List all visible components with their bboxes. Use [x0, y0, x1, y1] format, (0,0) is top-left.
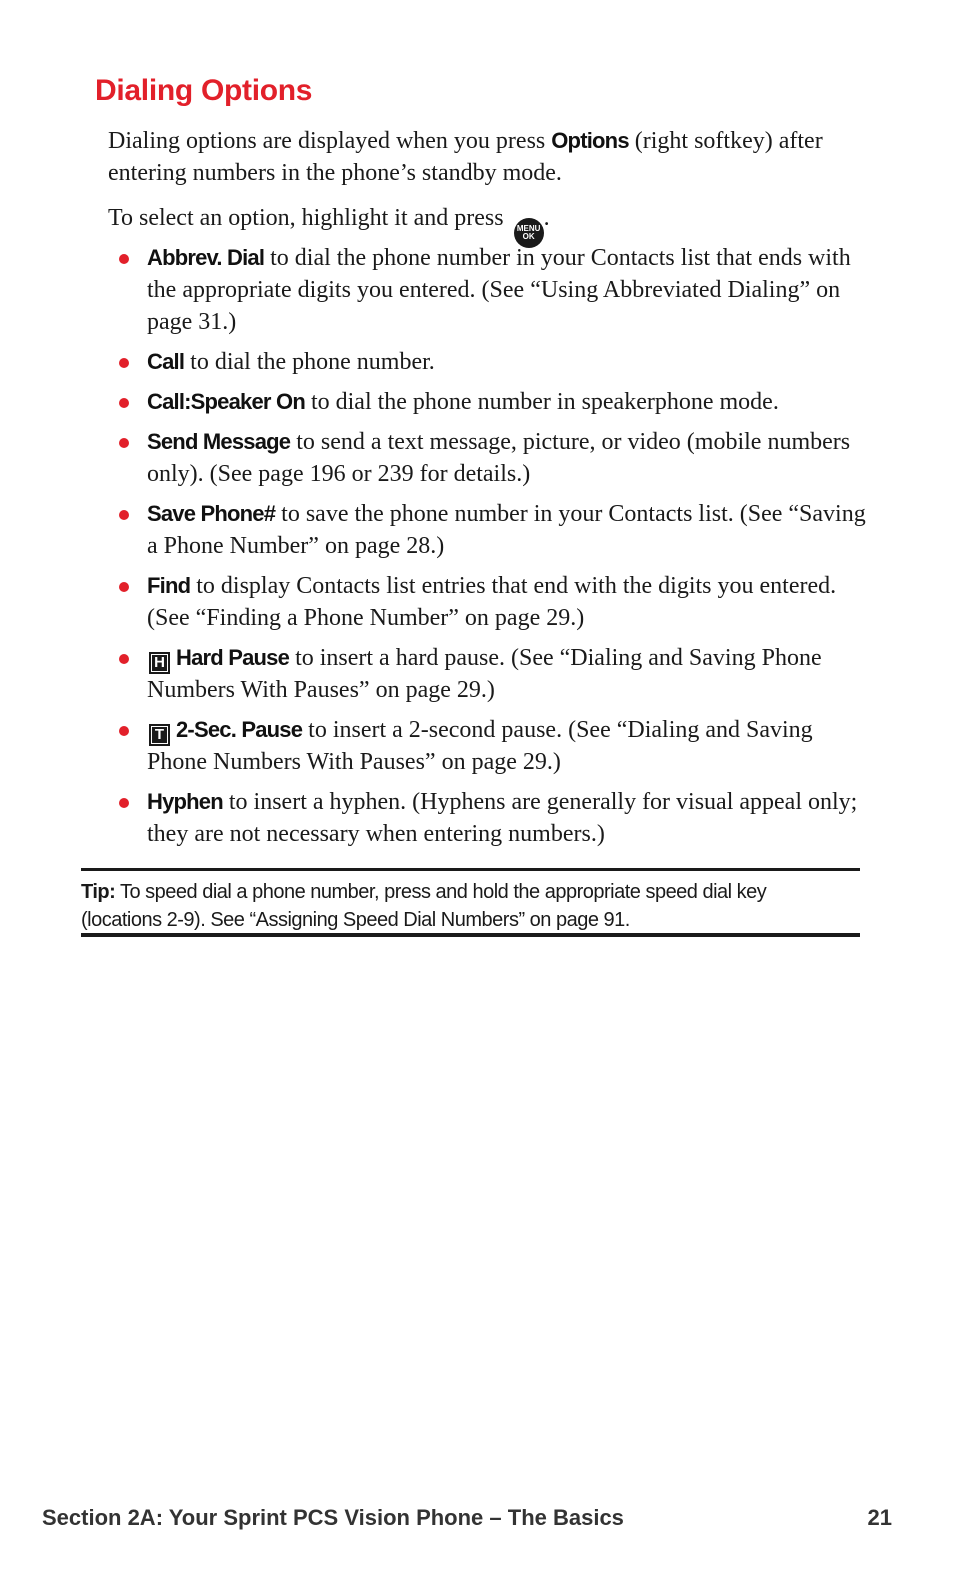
- two-second-pause-icon: T: [149, 724, 170, 746]
- option-description: to save the phone number in your Contacts list. (See “Saving a Phone Number” on page 28.): [147, 501, 866, 559]
- intro-text-before: Dialing options are displayed when you press: [108, 128, 552, 154]
- tip-text: To speed dial a phone number, press and hold the appropriate speed dial key: [115, 881, 767, 903]
- option-abbrev-dial: [108, 242, 868, 338]
- intro-paragraph: [108, 125, 858, 189]
- option-description: to insert a 2-second pause. (See “Dialing and Saving Phone Numbers With Pauses” on page 29.): [147, 717, 813, 775]
- footer-section-title: Section 2A: Your Sprint PCS Vision Phone – The Basics: [42, 1505, 624, 1530]
- page-heading: Dialing Options: [95, 74, 313, 107]
- tip-line-1: [81, 878, 860, 906]
- option-name: Send Message: [147, 429, 291, 454]
- red-bullet-icon: [119, 798, 129, 808]
- option-name: 2-Sec. Pause: [176, 717, 303, 742]
- page-footer: [42, 1505, 892, 1531]
- menu-key-bottom-label: OK: [522, 232, 535, 241]
- red-bullet-icon: [119, 438, 129, 448]
- option-description: to dial the phone number in speakerphone mode.: [304, 389, 779, 415]
- tip-label: Tip:: [81, 881, 116, 903]
- red-bullet-icon: [119, 358, 129, 368]
- option-description: to insert a hard pause. (See “Dialing and Saving Phone Numbers With Pauses” on page 29.): [147, 645, 822, 703]
- option-name: Hyphen: [147, 789, 223, 814]
- option-description: to send a text message, picture, or video (mobile numbers only). (See page 196 or 239 for details.): [147, 429, 851, 487]
- option-two-sec-pause: [108, 714, 868, 778]
- red-bullet-icon: [119, 654, 129, 664]
- option-name: Find: [147, 573, 191, 598]
- option-description: to dial the phone number in your Contacts list that ends with the appropriate digits you entered. (See “Using Abbreviated Dialing” on page 31.): [147, 245, 851, 335]
- option-description: to display Contacts list entries that end with the digits you entered. (See “Finding a Phone Number” on page 29.): [147, 573, 837, 631]
- intro-text-after: (right softkey) after entering numbers in the phone’s standby mode.: [108, 128, 823, 186]
- option-description: to dial the phone number.: [184, 349, 435, 375]
- red-bullet-icon: [119, 254, 129, 264]
- option-name: Save Phone#: [147, 501, 276, 526]
- option-call-speaker-on: [108, 386, 868, 418]
- option-save-phone: [108, 498, 868, 562]
- option-name: Hard Pause: [176, 645, 290, 670]
- option-name: Abbrev. Dial: [147, 245, 265, 270]
- red-bullet-icon: [119, 582, 129, 592]
- tip-line-2: (locations 2-9). See “Assigning Speed Dial Numbers” on page 91.: [81, 909, 630, 931]
- dialing-options-list: [108, 242, 868, 858]
- hard-pause-icon: H: [149, 652, 170, 674]
- option-hyphen: [108, 786, 868, 850]
- option-description: to insert a hyphen. (Hyphens are generally for visual appeal only; they are not necessary when entering numbers.): [147, 789, 858, 847]
- red-bullet-icon: [119, 726, 129, 736]
- options-keyword: Options: [551, 128, 629, 153]
- option-name: Call: [147, 349, 185, 374]
- option-hard-pause: [108, 642, 868, 706]
- red-bullet-icon: [119, 510, 129, 520]
- menu-key-top-label: MENU: [516, 224, 541, 233]
- red-bullet-icon: [119, 398, 129, 408]
- option-send-message: [108, 426, 868, 490]
- option-name: Call:Speaker On: [147, 389, 305, 414]
- select-text-before: To select an option, highlight it and press: [108, 205, 510, 231]
- select-text-after: .: [543, 205, 550, 231]
- option-call: [108, 346, 868, 378]
- page-number: 21: [867, 1505, 892, 1530]
- option-find: [108, 570, 868, 634]
- tip-box: [81, 868, 860, 937]
